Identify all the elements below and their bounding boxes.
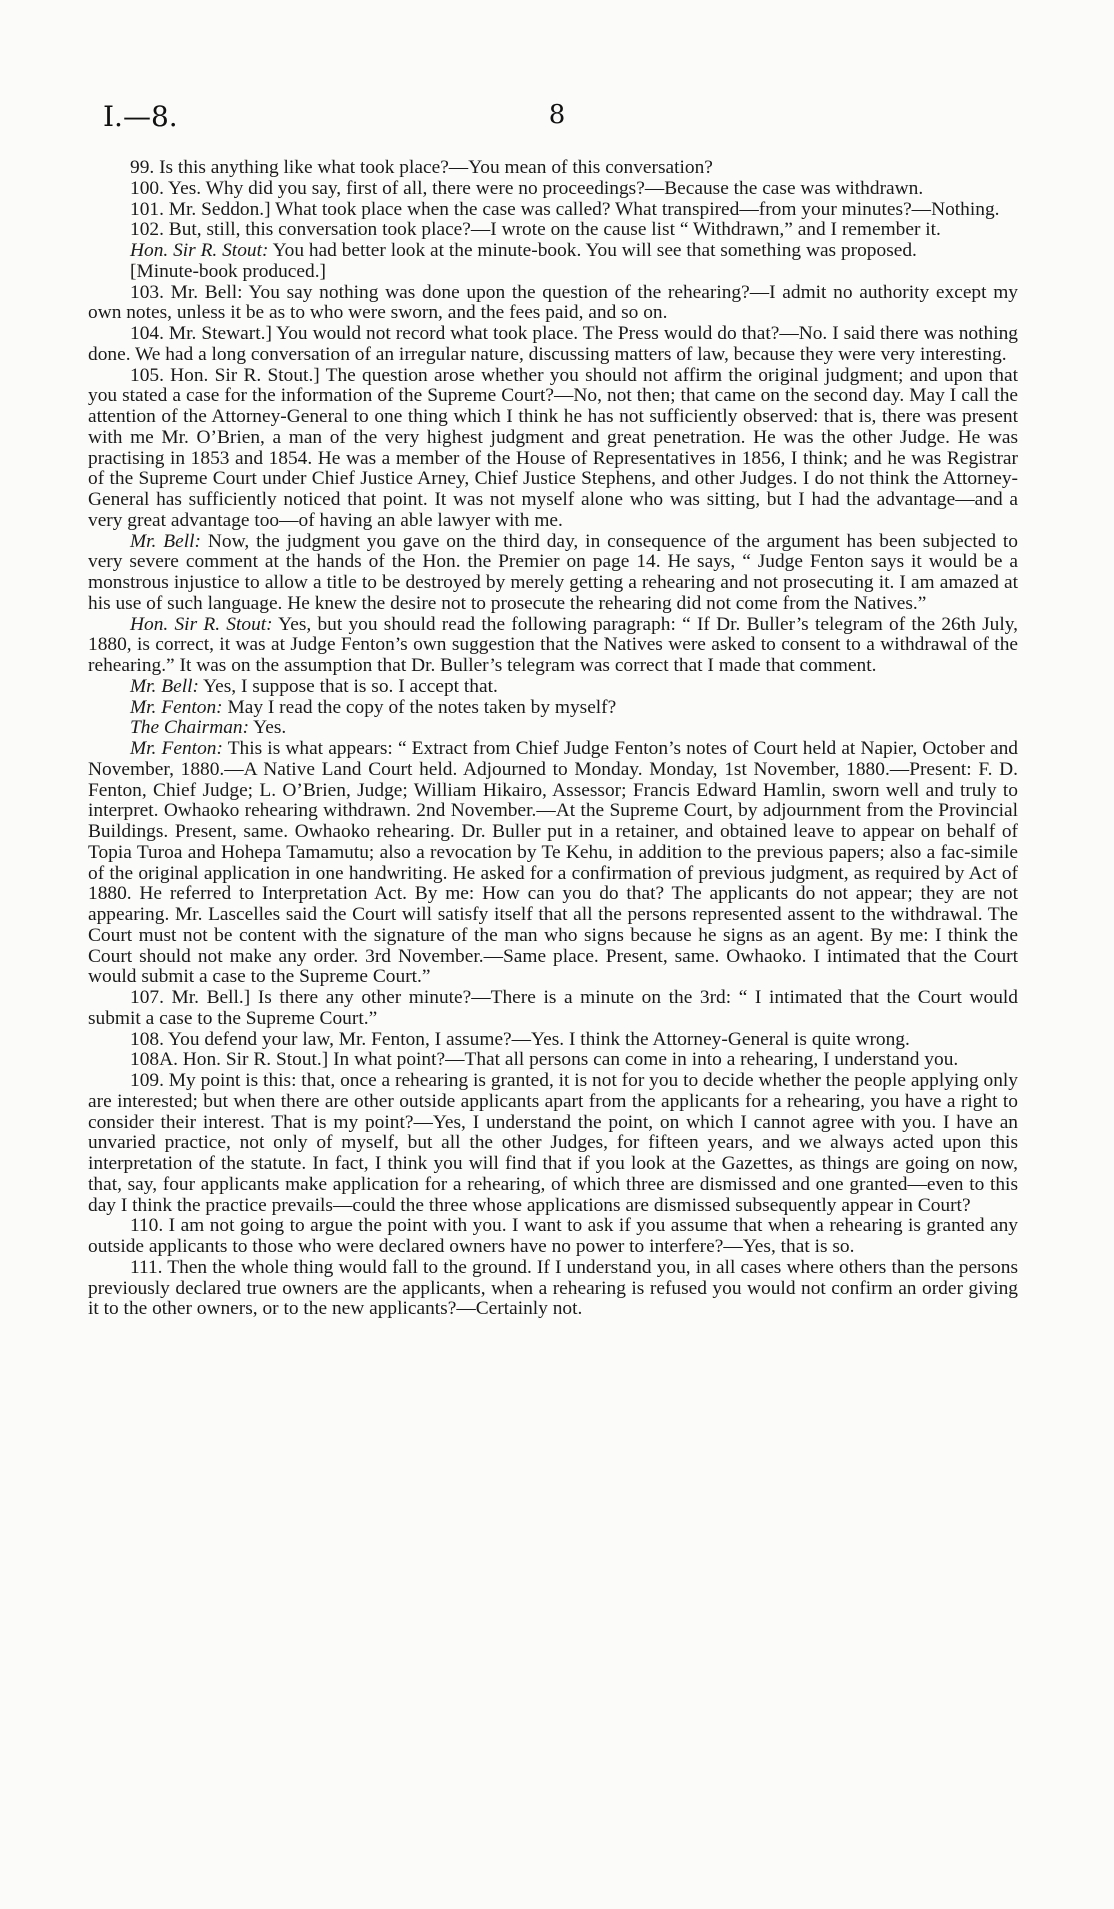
paragraph: Mr. Fenton: May I read the copy of the notes taken by myself? [130,696,617,718]
paragraph: 105. Hon. Sir R. Stout.] The question arose whether you should not affirm the original judgment; and upon that you stated a case for the information of the Supreme Court?—No, not then; that came on the second day. May I call the attention of the Attorney-General to one thing which I think he has not sufficiently observed: that is, there was present with me Mr. O’Brien, a man of the very highest judgment and great penetration. He was the other Judge. He was practising in 1853 and 1854. He was a member of the House of Representatives in 1856, I think; and he was Registrar of the Supreme Court under Chief Justice Arney, Chief Justice Stephens, and other Judges. I do not think the Attorney-General has sufficiently noticed that point. It was not myself alone who was sitting, but I had the advantage—and a very great advantage too—of having an able lawyer with me. [88,364,1018,531]
paragraph: Hon. Sir R. Stout: Yes, but you should read the following paragraph: “ If Dr. Buller’s telegram of the 26th July, 1880, is correct, it was at Judge Fenton’s own suggestion that the Natives were asked to consent to a withdrawal of the rehearing.” It was on the assumption that Dr. Buller’s telegram was correct that I made that comment. [88,613,1018,676]
body-text [88,158,1018,1320]
paragraph: Mr. Bell: Yes, I suppose that is so. I accept that. [130,675,498,697]
paragraph: 103. Mr. Bell: You say nothing was done upon the question of the rehearing?—I admit no authority except my own notes, unless it be as to who were sworn, and the fees paid, and so on. [88,281,1018,324]
paragraph: 102. But, still, this conversation took place?—I wrote on the cause list “ Withdrawn,” and I remember it. [130,219,941,241]
paragraph: The Chairman: Yes. [130,717,287,739]
paragraph: 111. Then the whole thing would fall to the ground. If I understand you, in all cases where others than the persons previously declared true owners are the applicants, when a rehearing is refused you would not confirm an order giving it to the other owners, or to the new applicants?—Certainly not. [88,1256,1018,1320]
page-number: 8 [548,100,566,130]
paragraph: 109. My point is this: that, once a rehearing is granted, it is not for you to decide whether the people applying only are interested; but when there are other outside applicants apart from the applicants for a rehearing, you have a right to consider their interest. That is my point?—Yes, I understand the point, on which I cannot agree with you. I have an unvaried practice, not only of myself, but all the other Judges, for fifteen years, and we always acted upon this interpretation of the statute. In fact, I think you will find that if you look at the Gazettes, as things are going on now, that, say, four applicants make application for a rehearing, of which three are dismissed and one granted—even to this day I think the practice prevails—could the three whose applications are dismissed subsequently appear in Court? [88,1070,1019,1216]
paragraph: Mr. Bell: Now, the judgment you gave on the third day, in consequence of the argument has been subjected to very severe comment at the hands of the Hon. the Premier on page 14. He says, “ Judge Fenton says it would be a monstrous injustice to allow a title to be destroyed by merely getting a rehearing and not prosecuting it. I am amazed at his use of such language. He knew the desire not to prosecute the rehearing did not come from the Natives.” [88,530,1018,614]
paragraph: Hon. Sir R. Stout: You had better look at the minute-book. You will see that something was proposed. [130,240,917,261]
paragraph: 104. Mr. Stewart.] You would not record what took place. The Press would do that?—No. I said there was nothing done. We had a long conversation of an irregular nature, discussing matters of law, because they were very interesting. [88,323,1018,365]
paragraph: 108. You defend your law, Mr. Fenton, I assume?—Yes. I think the Attorney-General is quite wrong. [130,1028,910,1050]
paragraph: 101. Mr. Seddon.] What took place when the case was called? What transpired—from your minutes?—Nothing. [130,198,1000,220]
paragraph: 110. I am not going to argue the point with you. I want to ask if you assume that when a rehearing is granted any outside applicants to those who were declared owners have no power to interfere?—Yes, that is so. [88,1215,1018,1257]
paragraph: [Minute-book produced.] [130,260,327,282]
paragraph: Mr. Fenton: This is what appears: “ Extract from Chief Judge Fenton’s notes of Court held at Napier, October and November, 1880.—A Native Land Court held. Adjourned to Monday. Monday, 1st November, 1880.—Present: F. D. Fenton, Chief Judge; L. O’Brien, Judge; William Hikairo, Assessor; Francis Edward Hamlin, sworn well and truly to interpret. Owhaoko rehearing withdrawn. 2nd November.—At the Supreme Court, by adjournment from the Provincial Buildings. Present, same. Owhaoko rehearing. Dr. Buller put in a retainer, and obtained leave to appear on behalf of Topia Turoa and Hohepa Tamamutu; also a revocation by Te Kehu, in addition to the previous papers; also a fac-simile of the original application in one handwriting. He asked for a confirmation of previous judgment, as required by Act of 1880. He referred to Interpretation Act. By me: How can you do that? The applicants do not appear; they are not appearing. Mr. Lascelles said the Court will satisfy itself that all the persons represented assent to the withdrawal. The Court must not be content with the signature of the man who signs because he signs as an agent. By me: I think the Court should not make any order. 3rd November.—Same place. Present, same. Owhaoko. I intimated that the Court would submit a case to the Supreme Court.” [88,738,1018,988]
paragraph: 108A. Hon. Sir R. Stout.] In what point?—That all persons can come in into a rehearing, I understand you. [130,1049,959,1071]
paragraph: 107. Mr. Bell.] Is there any other minute?—There is a minute on the 3rd: “ I intimated that the Court would submit a case to the Supreme Court.” [88,987,1018,1029]
section-reference: I.—8. [103,100,178,133]
paragraph: 100. Yes. Why did you say, first of all, there were no proceedings?—Because the case was withdrawn. [130,177,924,199]
paragraph: 99. Is this anything like what took place?—You mean of this conversation? [130,157,713,178]
